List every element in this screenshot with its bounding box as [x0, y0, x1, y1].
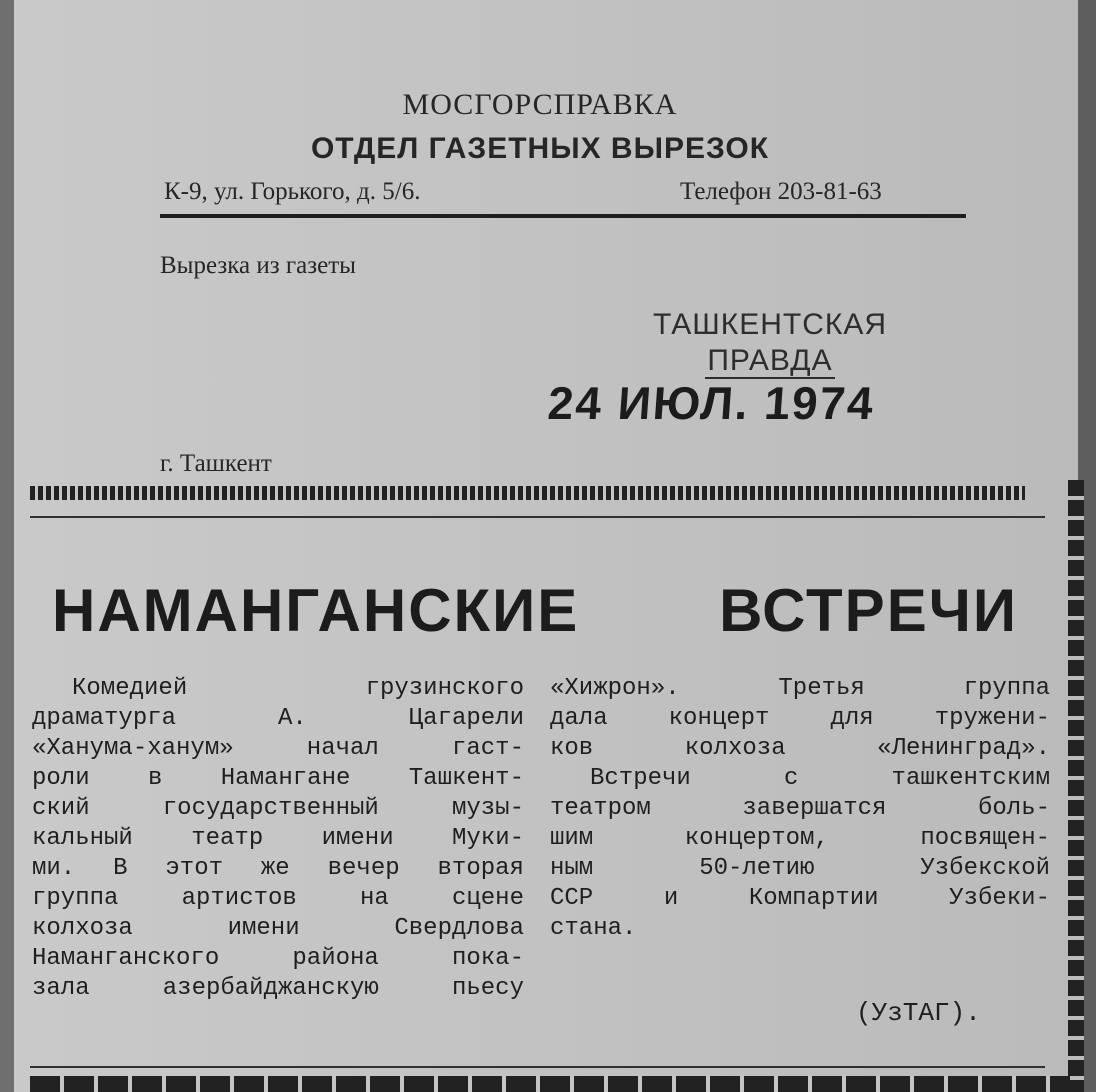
article-line [550, 884, 1050, 914]
header-underline [160, 214, 966, 218]
article-word: А. [278, 705, 307, 732]
article-word: артистов [181, 885, 297, 912]
headline-word: ВСТРЕЧИ [719, 577, 1018, 644]
article-line [32, 704, 524, 734]
article-word: концерт [668, 705, 770, 732]
article-word: роли [32, 765, 90, 792]
article-line [550, 824, 1050, 854]
article-line [32, 764, 524, 794]
article-line [550, 704, 1050, 734]
article-word: в [147, 765, 163, 792]
department-name: ОТДЕЛ ГАЗЕТНЫХ ВЫРЕЗОК [310, 132, 770, 165]
article-word: Встречи [590, 765, 691, 792]
article-word: 50-летию [699, 855, 815, 882]
article-line [550, 914, 1050, 944]
bottom-thin-rule [30, 1066, 1045, 1068]
article-word: этот [165, 855, 224, 882]
article-word: зала [32, 975, 90, 1002]
headline [52, 576, 1018, 645]
article-word: азербайджанскую [162, 975, 379, 1002]
address: К-9, ул. Горького, д. 5/6. [164, 178, 421, 205]
article-column-left [32, 674, 524, 1004]
article-word: Узбекской [920, 855, 1050, 882]
article-word: драматурга [32, 705, 177, 732]
article-word: ССР [550, 885, 594, 912]
phone: Телефон 203-81-63 [680, 178, 882, 205]
date-stamp: 24 ИЮЛ. 1974 [546, 377, 877, 429]
article-word: шим [550, 825, 594, 852]
article-word: ский [32, 795, 90, 822]
article-line [550, 674, 1050, 704]
article-word: «Ленинград». [877, 735, 1050, 762]
article-line [550, 854, 1050, 884]
article-word: колхоза [32, 915, 133, 942]
article-word: ташкентским [891, 765, 1050, 792]
newspaper-name: ПРАВДА [707, 344, 833, 377]
article-word: дала [550, 705, 608, 732]
article-word: завершатся [742, 795, 887, 822]
article-word: начал [306, 735, 379, 762]
article-word: Цагарели [408, 705, 524, 732]
article-word: театр [191, 825, 264, 852]
article-word: боль- [977, 795, 1050, 822]
article-line [32, 854, 524, 884]
article-word: Узбеки- [949, 885, 1050, 912]
article-word: Намангане [220, 765, 351, 792]
article-word: кальный [32, 825, 133, 852]
article-word: государственный [162, 795, 379, 822]
article-line [32, 794, 524, 824]
article-word: В [113, 855, 128, 882]
article-word: грузинского [365, 675, 524, 702]
article-line [550, 734, 1050, 764]
newspaper-stamp-line1: ТАШКЕНТСКАЯ [652, 308, 888, 341]
article-line [32, 944, 524, 974]
article-word: района [292, 945, 379, 972]
article-column-right [550, 674, 1050, 944]
article-word: «Ханума-ханум» [32, 735, 234, 762]
cutting-label: Вырезка из газеты [160, 252, 356, 279]
article-word: вечер [327, 855, 400, 882]
article-word: имени [321, 825, 394, 852]
article-word: концертом, [684, 825, 829, 852]
city-label: г. Ташкент [160, 450, 272, 477]
article-word: Третья [778, 675, 865, 702]
article-word: театром [550, 795, 651, 822]
article-word: Свердлова [394, 915, 524, 942]
article-word: «Хижрон». [550, 675, 680, 702]
article-word: группа [32, 885, 119, 912]
article-line [32, 884, 524, 914]
article-line [32, 674, 524, 704]
article-word: сцене [451, 885, 524, 912]
article-word: ми. [32, 855, 76, 882]
article-word: для [830, 705, 874, 732]
article-word: Компартии [748, 885, 879, 912]
article-line [32, 824, 524, 854]
article-word: ным [550, 855, 594, 882]
top-thin-rule [30, 516, 1045, 518]
article-word: Наманганского [32, 945, 220, 972]
article-word: пока- [451, 945, 524, 972]
newspaper-stamp-line2 [620, 344, 920, 378]
article-word: Муки- [451, 825, 524, 852]
article-word: Комедией [72, 675, 188, 702]
article-word: Ташкент- [408, 765, 524, 792]
article-word: и [663, 885, 679, 912]
article-word: пьесу [451, 975, 524, 1002]
article-word: вторая [437, 855, 524, 882]
bottom-decorative-rule [30, 1076, 1070, 1092]
article-word: имени [227, 915, 300, 942]
article-line [550, 794, 1050, 824]
article-word: посвящен- [920, 825, 1050, 852]
article-line [32, 974, 524, 1004]
org-name: МОСГОРСПРАВКА [402, 88, 678, 121]
article-word: стана. [550, 915, 637, 942]
article-word: тружени- [934, 705, 1050, 732]
article-word: на [359, 885, 389, 912]
article-word: ков [550, 735, 594, 762]
article-line [32, 914, 524, 944]
article-word: с [783, 765, 799, 792]
top-decorative-rule [30, 486, 1025, 500]
article-word: группа [963, 675, 1050, 702]
article-word: гаст- [451, 735, 524, 762]
article-line [32, 734, 524, 764]
headline-word: НАМАНГАНСКИЕ [52, 577, 580, 644]
article-word: музы- [451, 795, 524, 822]
article-word: колхоза [684, 735, 786, 762]
signature: (УзТАГ). [856, 998, 981, 1028]
right-decorative-rule [1068, 480, 1084, 1092]
article-line [550, 764, 1050, 794]
article-word: же [260, 855, 290, 882]
